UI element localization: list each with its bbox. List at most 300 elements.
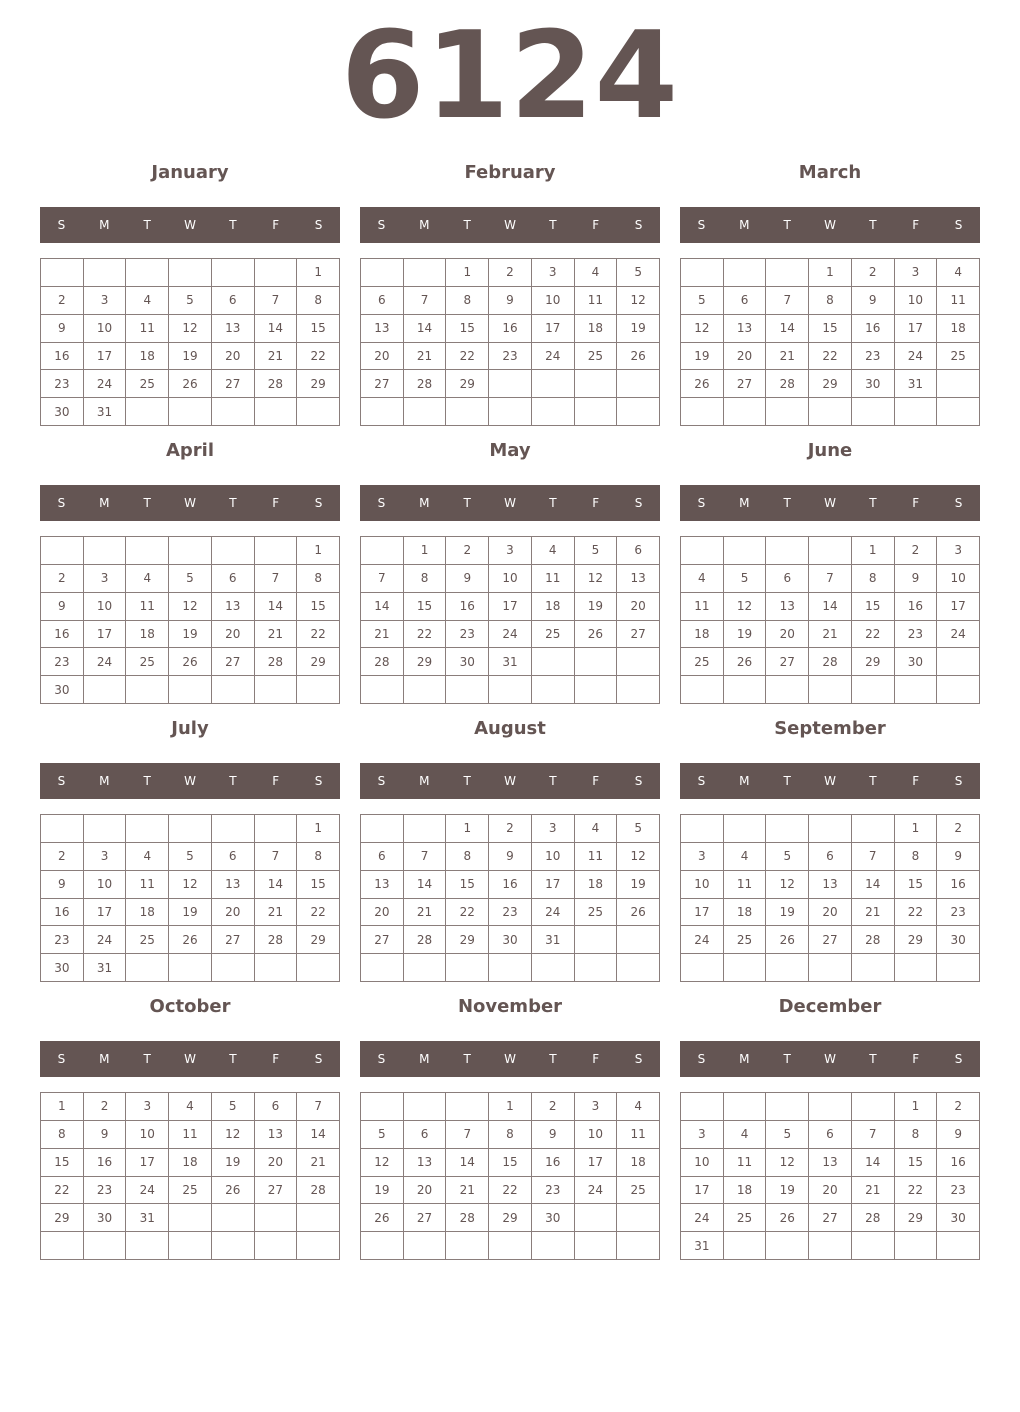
empty-cell	[681, 537, 724, 565]
day-cell: 2	[41, 287, 84, 315]
day-cell: 13	[809, 1149, 852, 1177]
empty-cell	[169, 537, 212, 565]
day-grid	[680, 1092, 980, 1260]
weekday-header	[680, 207, 980, 243]
day-cell: 10	[937, 565, 980, 593]
day-cell: 10	[532, 287, 575, 315]
day-cell: 22	[297, 899, 340, 927]
empty-cell	[489, 398, 532, 426]
weekday-label: W	[504, 1052, 516, 1066]
weekday-label: T	[143, 1052, 151, 1066]
empty-cell	[617, 1204, 660, 1232]
weekday-label: T	[463, 774, 471, 788]
day-cell: 12	[575, 565, 618, 593]
day-cell: 19	[575, 593, 618, 621]
empty-cell	[255, 815, 298, 843]
day-cell: 24	[126, 1177, 169, 1205]
empty-cell	[446, 676, 489, 704]
day-cell: 25	[575, 899, 618, 927]
day-cell: 3	[489, 537, 532, 565]
month-name: December	[778, 996, 882, 1017]
empty-cell	[575, 954, 618, 982]
day-cell: 31	[84, 954, 127, 982]
day-cell: 2	[489, 815, 532, 843]
day-cell: 25	[575, 343, 618, 371]
day-cell: 30	[41, 398, 84, 426]
day-cell: 19	[617, 315, 660, 343]
day-cell: 10	[575, 1121, 618, 1149]
day-cell: 7	[404, 287, 447, 315]
day-cell: 19	[617, 871, 660, 899]
empty-cell	[404, 398, 447, 426]
weekday-label: S	[314, 1052, 323, 1066]
day-cell: 9	[41, 315, 84, 343]
day-cell: 19	[681, 343, 724, 371]
day-cell: 11	[169, 1121, 212, 1149]
empty-cell	[404, 1232, 447, 1260]
weekday-label: M	[99, 1052, 110, 1066]
empty-cell	[84, 1232, 127, 1260]
day-cell: 13	[404, 1149, 447, 1177]
weekday-label: S	[57, 218, 66, 232]
empty-cell	[84, 537, 127, 565]
day-cell: 22	[41, 1177, 84, 1205]
empty-cell	[681, 815, 724, 843]
day-cell: 28	[766, 370, 809, 398]
day-cell: 6	[404, 1121, 447, 1149]
day-cell: 11	[575, 843, 618, 871]
day-cell: 5	[617, 259, 660, 287]
day-cell: 20	[212, 621, 255, 649]
day-cell: 24	[84, 370, 127, 398]
day-cell: 11	[617, 1121, 660, 1149]
day-cell: 6	[212, 287, 255, 315]
empty-cell	[255, 1232, 298, 1260]
day-cell: 1	[895, 815, 938, 843]
empty-cell	[852, 676, 895, 704]
empty-cell	[361, 954, 404, 982]
empty-cell	[724, 954, 767, 982]
day-cell: 6	[617, 537, 660, 565]
weekday-header	[360, 485, 660, 521]
day-cell: 20	[255, 1149, 298, 1177]
day-cell: 9	[937, 1121, 980, 1149]
empty-cell	[895, 1232, 938, 1260]
day-cell: 9	[446, 565, 489, 593]
day-cell: 15	[489, 1149, 532, 1177]
day-cell: 8	[446, 287, 489, 315]
day-cell: 30	[532, 1204, 575, 1232]
empty-cell	[937, 648, 980, 676]
day-cell: 8	[446, 843, 489, 871]
day-cell: 12	[169, 593, 212, 621]
empty-cell	[575, 398, 618, 426]
empty-cell	[681, 1093, 724, 1121]
empty-cell	[724, 259, 767, 287]
day-cell: 5	[575, 537, 618, 565]
day-cell: 4	[617, 1093, 660, 1121]
day-cell: 15	[297, 593, 340, 621]
empty-cell	[617, 676, 660, 704]
weekday-label: M	[419, 1052, 430, 1066]
empty-cell	[852, 1232, 895, 1260]
day-cell: 28	[809, 648, 852, 676]
day-cell: 29	[895, 926, 938, 954]
day-cell: 4	[937, 259, 980, 287]
day-cell: 11	[724, 1149, 767, 1177]
day-cell: 24	[84, 926, 127, 954]
day-cell: 1	[852, 537, 895, 565]
day-cell: 10	[489, 565, 532, 593]
empty-cell	[361, 259, 404, 287]
day-cell: 23	[41, 926, 84, 954]
day-grid	[360, 536, 660, 704]
weekday-label: S	[634, 774, 643, 788]
day-cell: 24	[532, 343, 575, 371]
day-cell: 14	[766, 315, 809, 343]
day-cell: 17	[681, 1177, 724, 1205]
empty-cell	[809, 537, 852, 565]
day-cell: 28	[852, 926, 895, 954]
day-cell: 21	[255, 899, 298, 927]
day-grid	[40, 1092, 340, 1260]
day-cell: 13	[809, 871, 852, 899]
empty-cell	[126, 815, 169, 843]
weekday-label: S	[377, 1052, 386, 1066]
day-cell: 4	[575, 259, 618, 287]
day-cell: 31	[84, 398, 127, 426]
empty-cell	[169, 1204, 212, 1232]
day-cell: 9	[489, 843, 532, 871]
day-cell: 18	[126, 899, 169, 927]
day-cell: 30	[41, 954, 84, 982]
day-cell: 8	[809, 287, 852, 315]
empty-cell	[766, 954, 809, 982]
day-cell: 10	[681, 1149, 724, 1177]
empty-cell	[489, 370, 532, 398]
day-cell: 18	[575, 871, 618, 899]
day-cell: 14	[255, 871, 298, 899]
day-cell: 21	[852, 1177, 895, 1205]
day-cell: 2	[895, 537, 938, 565]
day-cell: 3	[532, 815, 575, 843]
day-cell: 9	[41, 593, 84, 621]
day-cell: 16	[41, 899, 84, 927]
day-cell: 26	[681, 370, 724, 398]
day-cell: 29	[297, 648, 340, 676]
day-cell: 12	[766, 1149, 809, 1177]
day-cell: 22	[809, 343, 852, 371]
empty-cell	[255, 398, 298, 426]
weekday-label: T	[869, 1052, 877, 1066]
weekday-label: S	[634, 218, 643, 232]
day-cell: 28	[297, 1177, 340, 1205]
weekday-label: F	[912, 496, 920, 510]
weekday-label: F	[272, 774, 280, 788]
day-cell: 8	[852, 565, 895, 593]
empty-cell	[852, 815, 895, 843]
day-cell: 29	[446, 370, 489, 398]
empty-cell	[937, 954, 980, 982]
day-cell: 27	[255, 1177, 298, 1205]
day-cell: 21	[446, 1177, 489, 1205]
day-cell: 7	[852, 843, 895, 871]
empty-cell	[126, 1232, 169, 1260]
day-cell: 1	[446, 259, 489, 287]
day-cell: 8	[895, 1121, 938, 1149]
day-cell: 12	[617, 843, 660, 871]
empty-cell	[126, 259, 169, 287]
day-cell: 25	[126, 926, 169, 954]
day-cell: 20	[404, 1177, 447, 1205]
day-cell: 18	[575, 315, 618, 343]
day-cell: 23	[937, 1177, 980, 1205]
day-cell: 13	[766, 593, 809, 621]
day-cell: 15	[895, 871, 938, 899]
day-cell: 10	[84, 871, 127, 899]
day-cell: 17	[126, 1149, 169, 1177]
day-cell: 23	[852, 343, 895, 371]
day-cell: 13	[255, 1121, 298, 1149]
day-cell: 26	[212, 1177, 255, 1205]
weekday-label: S	[314, 496, 323, 510]
day-cell: 6	[255, 1093, 298, 1121]
empty-cell	[404, 954, 447, 982]
weekday-label: M	[739, 218, 750, 232]
day-cell: 3	[84, 843, 127, 871]
weekday-label: T	[143, 774, 151, 788]
day-cell: 26	[361, 1204, 404, 1232]
day-cell: 9	[84, 1121, 127, 1149]
day-cell: 28	[446, 1204, 489, 1232]
day-cell: 14	[255, 315, 298, 343]
weekday-header	[360, 1041, 660, 1077]
empty-cell	[617, 926, 660, 954]
empty-cell	[575, 1232, 618, 1260]
empty-cell	[361, 815, 404, 843]
empty-cell	[575, 676, 618, 704]
day-cell: 31	[895, 370, 938, 398]
day-cell: 30	[84, 1204, 127, 1232]
empty-cell	[126, 676, 169, 704]
day-cell: 28	[404, 926, 447, 954]
empty-cell	[937, 398, 980, 426]
empty-cell	[617, 1232, 660, 1260]
empty-cell	[212, 1232, 255, 1260]
day-cell: 6	[809, 843, 852, 871]
month-name: June	[807, 440, 853, 461]
day-cell: 3	[895, 259, 938, 287]
empty-cell	[297, 398, 340, 426]
empty-cell	[489, 676, 532, 704]
weekday-label: M	[419, 496, 430, 510]
weekday-label: S	[634, 496, 643, 510]
day-cell: 26	[169, 370, 212, 398]
weekday-label: W	[824, 496, 836, 510]
weekday-header	[680, 1041, 980, 1077]
day-cell: 24	[937, 621, 980, 649]
day-cell: 5	[169, 287, 212, 315]
month-name: February	[464, 162, 556, 183]
day-cell: 14	[361, 593, 404, 621]
day-cell: 16	[489, 871, 532, 899]
day-cell: 26	[724, 648, 767, 676]
day-cell: 12	[681, 315, 724, 343]
day-cell: 15	[297, 315, 340, 343]
day-cell: 28	[255, 926, 298, 954]
weekday-label: T	[229, 1052, 237, 1066]
weekday-label: S	[314, 774, 323, 788]
empty-cell	[126, 398, 169, 426]
weekday-label: S	[57, 496, 66, 510]
weekday-label: S	[697, 218, 706, 232]
weekday-header	[40, 763, 340, 799]
day-cell: 25	[126, 370, 169, 398]
day-cell: 15	[446, 315, 489, 343]
day-cell: 17	[681, 899, 724, 927]
day-cell: 15	[446, 871, 489, 899]
empty-cell	[169, 1232, 212, 1260]
empty-cell	[84, 676, 127, 704]
weekday-label: S	[697, 496, 706, 510]
empty-cell	[852, 398, 895, 426]
day-cell: 24	[532, 899, 575, 927]
empty-cell	[852, 954, 895, 982]
day-cell: 15	[809, 315, 852, 343]
day-cell: 30	[937, 1204, 980, 1232]
day-cell: 3	[681, 1121, 724, 1149]
day-cell: 23	[895, 621, 938, 649]
empty-cell	[809, 815, 852, 843]
empty-cell	[404, 259, 447, 287]
weekday-label: T	[229, 496, 237, 510]
weekday-label: T	[463, 496, 471, 510]
weekday-label: M	[419, 774, 430, 788]
day-cell: 13	[212, 315, 255, 343]
day-cell: 14	[404, 315, 447, 343]
day-cell: 11	[681, 593, 724, 621]
day-cell: 2	[489, 259, 532, 287]
empty-cell	[681, 398, 724, 426]
day-cell: 10	[532, 843, 575, 871]
day-cell: 5	[212, 1093, 255, 1121]
weekday-label: S	[314, 218, 323, 232]
empty-cell	[361, 398, 404, 426]
day-cell: 7	[852, 1121, 895, 1149]
weekday-label: W	[504, 774, 516, 788]
day-cell: 1	[809, 259, 852, 287]
day-cell: 12	[617, 287, 660, 315]
weekday-label: T	[549, 774, 557, 788]
day-cell: 4	[681, 565, 724, 593]
day-cell: 12	[212, 1121, 255, 1149]
empty-cell	[84, 259, 127, 287]
month-name: July	[171, 718, 209, 739]
day-cell: 13	[212, 593, 255, 621]
day-cell: 29	[446, 926, 489, 954]
empty-cell	[212, 259, 255, 287]
day-cell: 11	[126, 871, 169, 899]
weekday-header	[360, 763, 660, 799]
day-cell: 29	[297, 370, 340, 398]
day-cell: 2	[532, 1093, 575, 1121]
day-cell: 2	[937, 1093, 980, 1121]
day-cell: 16	[41, 621, 84, 649]
day-grid	[360, 814, 660, 982]
day-cell: 6	[212, 565, 255, 593]
empty-cell	[446, 954, 489, 982]
day-cell: 11	[937, 287, 980, 315]
empty-cell	[297, 954, 340, 982]
month-name: May	[489, 440, 531, 461]
weekday-label: S	[57, 1052, 66, 1066]
day-cell: 5	[617, 815, 660, 843]
weekday-label: T	[463, 218, 471, 232]
day-cell: 23	[937, 899, 980, 927]
day-grid	[680, 536, 980, 704]
day-cell: 24	[681, 926, 724, 954]
day-cell: 1	[895, 1093, 938, 1121]
day-cell: 10	[895, 287, 938, 315]
day-cell: 25	[126, 648, 169, 676]
day-cell: 4	[532, 537, 575, 565]
empty-cell	[766, 815, 809, 843]
day-cell: 7	[255, 287, 298, 315]
empty-cell	[404, 815, 447, 843]
day-grid	[40, 258, 340, 426]
day-cell: 3	[937, 537, 980, 565]
day-cell: 28	[404, 370, 447, 398]
empty-cell	[41, 537, 84, 565]
day-cell: 5	[169, 843, 212, 871]
day-cell: 16	[895, 593, 938, 621]
day-cell: 17	[937, 593, 980, 621]
day-cell: 12	[724, 593, 767, 621]
weekday-label: F	[592, 496, 600, 510]
weekday-label: T	[783, 496, 791, 510]
weekday-label: S	[697, 774, 706, 788]
day-cell: 10	[681, 871, 724, 899]
empty-cell	[937, 676, 980, 704]
day-cell: 24	[489, 621, 532, 649]
day-cell: 14	[404, 871, 447, 899]
day-cell: 26	[766, 1204, 809, 1232]
empty-cell	[766, 676, 809, 704]
day-cell: 30	[41, 676, 84, 704]
empty-cell	[724, 676, 767, 704]
day-cell: 26	[575, 621, 618, 649]
weekday-label: S	[954, 218, 963, 232]
day-cell: 12	[169, 315, 212, 343]
day-cell: 2	[937, 815, 980, 843]
day-cell: 17	[895, 315, 938, 343]
day-cell: 22	[852, 621, 895, 649]
day-cell: 20	[617, 593, 660, 621]
empty-cell	[532, 648, 575, 676]
day-cell: 3	[84, 287, 127, 315]
weekday-label: S	[697, 1052, 706, 1066]
empty-cell	[575, 648, 618, 676]
day-cell: 30	[895, 648, 938, 676]
day-cell: 5	[724, 565, 767, 593]
weekday-label: F	[912, 218, 920, 232]
day-cell: 1	[489, 1093, 532, 1121]
day-cell: 10	[84, 593, 127, 621]
day-cell: 16	[937, 871, 980, 899]
day-cell: 29	[809, 370, 852, 398]
weekday-label: S	[377, 496, 386, 510]
day-cell: 22	[489, 1177, 532, 1205]
